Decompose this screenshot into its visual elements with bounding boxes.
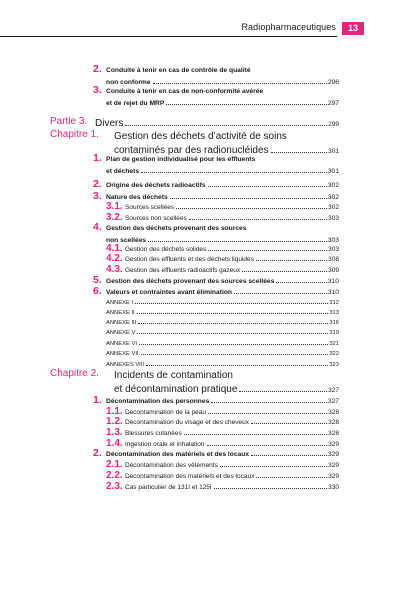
toc-entry-number: 5. [93,274,102,286]
toc-entry-line [125,204,339,211]
toc-entry-line [125,419,339,426]
toc-entry-line [114,370,233,381]
toc-entry-title: Incidents de contamination [114,370,233,381]
toc-dot-leader [184,434,327,435]
toc-dot-leader [256,477,327,478]
toc-page-number: 327 [327,398,339,405]
toc-entry-title: Nature des déchets [106,194,168,201]
toc-entry-title: Gestion des déchets provenant des sources scellées [106,278,275,285]
toc-entry-number: 3.2. [106,212,123,223]
toc-dot-leader [214,488,327,489]
toc-entry-title: ANNEXE V [106,330,136,336]
toc-page-number: 328 [328,419,339,426]
toc-page-number: 330 [328,484,339,491]
toc-entry-number: 3. [93,84,102,96]
toc-page-number: 329 [327,451,339,458]
toc-dot-leader [125,125,327,126]
toc-entry-line [125,267,339,274]
header-rule [0,36,337,37]
toc-page-number: 322 [329,351,339,357]
toc-page-number: 303 [328,246,339,253]
toc-entry-number: 1.4. [106,438,123,449]
toc-entry-number: 6. [93,285,102,297]
toc-entry-line [125,409,339,416]
toc-entry-line [125,441,339,448]
toc-entry-line [125,462,339,469]
toc-entry-title: Blessures cutanées [125,430,182,437]
toc-entry-line [106,100,339,107]
toc-entry-number: 1. [93,152,102,164]
toc-entry-title: non scellées [106,237,147,244]
toc-dot-leader [251,455,327,456]
toc-dot-leader [166,104,326,105]
toc-page-number: 328 [328,409,339,416]
toc-dot-leader [256,260,327,261]
toc-page-number: 297 [327,100,339,107]
toc-entry-number: Chapitre 2. [50,368,99,379]
toc-entry-line [106,300,339,306]
toc-page-number: 302 [327,194,339,201]
toc-entry-title: et déchets [106,168,140,175]
toc-entry-title: ANNEXE I [106,300,134,306]
toc-entry-title: Décontamination de la peau [125,409,206,416]
toc-entry-title: ANNEXE VI [106,341,137,347]
toc-entry-line [106,362,339,368]
toc-entry-line [106,330,339,336]
toc-entry-title: Décontamination des vêtements [125,462,218,469]
toc-entry-number: 4. [93,221,102,233]
toc-entry-title: Décontamination des personnes [106,398,210,405]
toc-page-number: 301 [327,168,339,175]
toc-entry-title: Plan de gestion individualisé pour les effluents [106,156,256,163]
toc-entry-line [125,215,339,222]
toc-entry-title: Cas particulier de 131I et 125I [125,484,212,491]
toc-entry-title: Divers [95,118,124,129]
toc-entry-title: ANNEXE II [106,310,135,316]
toc-dot-leader [208,186,327,187]
running-header [0,20,400,38]
toc-page-number: 309 [328,267,339,274]
toc-entry-line [106,320,339,326]
toc-entry-title: non conforme [106,79,151,86]
toc-entry-title: Gestion des déchets d’activité de soins [114,131,287,142]
toc-page-number: 308 [328,256,339,263]
toc-entry-line [106,351,339,357]
toc-dot-leader [137,313,329,314]
toc-entry-line [106,289,339,296]
toc-page-number: 316 [329,320,339,326]
toc-entry-line [106,168,339,175]
toc-entry-line [106,79,339,86]
toc-entry-number: 3. [93,190,102,202]
toc-entry-line [125,473,339,480]
toc-entry-title: Décontamination des matériels et des locaux [106,451,250,458]
toc-dot-leader [239,391,327,392]
toc-entry-line [106,310,339,316]
toc-entry-title: Gestion des déchets solides [125,246,207,253]
toc-dot-leader [148,241,327,242]
toc-entry-number: 2. [93,63,102,75]
toc-page-number: 303 [328,215,339,222]
toc-entry-title: contaminés par des radionucléides [114,145,269,156]
running-title: Radiopharmaceutiques [241,22,336,32]
toc-entry-title: Ingestion orale et inhalation [125,441,205,448]
toc-entry-line [106,182,339,189]
toc-entry-title: Conduite à tenir en cas de contrôle de qualité [106,67,251,74]
toc-page-number: 327 [328,387,339,394]
toc-entry-number: 2. [93,178,102,190]
toc-page-number: 310 [327,289,339,296]
toc-dot-leader [141,172,327,173]
toc-entry-number: 1.1. [106,406,123,417]
toc-entry-title: Sources non scellées [125,215,187,222]
toc-entry-title: Gestion des effluents radioactifs gazeux [125,267,241,274]
toc-page-number: 299 [328,121,339,128]
toc-entry-title: Conduite à tenir en cas de non-conformité avérée [106,88,264,95]
toc-entry-number: 1. [93,394,102,406]
toc-page-number: 329 [328,473,339,480]
toc-entry-number: 2.2. [106,470,123,481]
toc-entry-line [125,256,339,263]
toc-entry-line [106,156,255,163]
toc-entry-line [106,398,339,405]
toc-dot-leader [138,323,328,324]
toc-entry-line [106,278,339,285]
toc-dot-leader [208,250,327,251]
toc-entry-number: 2.1. [106,459,123,470]
toc-dot-leader [153,83,327,84]
toc-entry-number: 4.3. [106,264,123,275]
toc-page-number: 329 [328,462,339,469]
toc-page-number: 301 [328,148,339,155]
toc-dot-leader [234,293,327,294]
toc-entry-line [125,484,339,491]
toc-dot-leader [207,445,328,446]
toc-dot-leader [251,423,327,424]
toc-entry-title: Gestion des déchets provenant des sources [106,225,247,232]
toc-entry-line [125,430,339,437]
toc-entry-number: 2. [93,447,102,459]
toc-entry-line [114,131,287,142]
toc-dot-leader [211,402,327,403]
toc-entry-title: ANNEXE VII [106,351,139,357]
toc-dot-leader [271,152,328,153]
toc-entry-number: 1.3. [106,427,123,438]
toc-entry-number: 4.2. [106,253,123,264]
toc-dot-leader [276,282,326,283]
toc-dot-leader [135,303,328,304]
toc-entry-line [114,145,339,156]
toc-page-number: 329 [328,441,339,448]
toc-dot-leader [176,208,327,209]
toc-page-number: 312 [329,300,339,306]
toc-entry-number: 1.2. [106,416,123,427]
toc-entry-number: Partie 3. [50,116,88,127]
toc-entry-title: Origine des déchets radioactifs [106,182,206,189]
toc-entry-line [125,246,339,253]
toc-entry-line [106,88,263,95]
toc-page-number: 310 [327,278,339,285]
toc-entry-number: 3.1. [106,201,123,212]
toc-entry-line [114,384,339,395]
toc-entry-line [106,194,339,201]
toc-dot-leader [242,271,327,272]
toc-entry-title: Valeurs et contraintes avant élimination [106,289,232,296]
toc-page-number: 303 [327,237,339,244]
toc-page-number: 296 [327,79,339,86]
toc-dot-leader [139,344,328,345]
toc-entry-line [106,451,339,458]
toc-entry-line [106,67,251,74]
toc-entry-title: Décontamination du visage et des cheveux [125,419,249,426]
toc-entry-title: Sources scellées [125,204,175,211]
toc-page-number: 319 [329,330,339,336]
toc-entry-line [106,225,246,232]
toc-dot-leader [141,354,329,355]
toc-dot-leader [220,466,327,467]
toc-page-number: 323 [329,362,339,368]
toc-entry-line [95,118,339,129]
toc-entry-title: et de rejet du MRP [106,100,165,107]
page-number-badge: 13 [342,22,364,35]
toc-dot-leader [208,413,327,414]
toc-entry-number: Chapitre 1. [50,129,99,140]
toc-entry-number: 2.3. [106,481,123,492]
toc-entry-line [106,341,339,347]
toc-dot-leader [170,198,327,199]
toc-entry-title: et décontamination pratique [114,384,238,395]
toc-dot-leader [189,219,327,220]
toc-entry-line [106,237,339,244]
toc-entry-title: ANNEXE III [106,320,137,326]
toc-page-number: 321 [329,341,339,347]
toc-page-number: 328 [328,430,339,437]
toc-page-number: 302 [327,182,339,189]
toc-entry-title: Gestion des effluents et des déchets liquides [125,256,254,263]
toc-dot-leader [137,333,328,334]
toc-entry-number: 4.1. [106,243,123,254]
toc-page-number: 313 [329,310,339,316]
toc-entry-title: ANNEXES VIII [106,362,145,368]
toc-page-number: 302 [328,204,339,211]
toc-dot-leader [146,365,328,366]
toc-entry-title: Décontamination des matériels et des locaux [125,473,255,480]
